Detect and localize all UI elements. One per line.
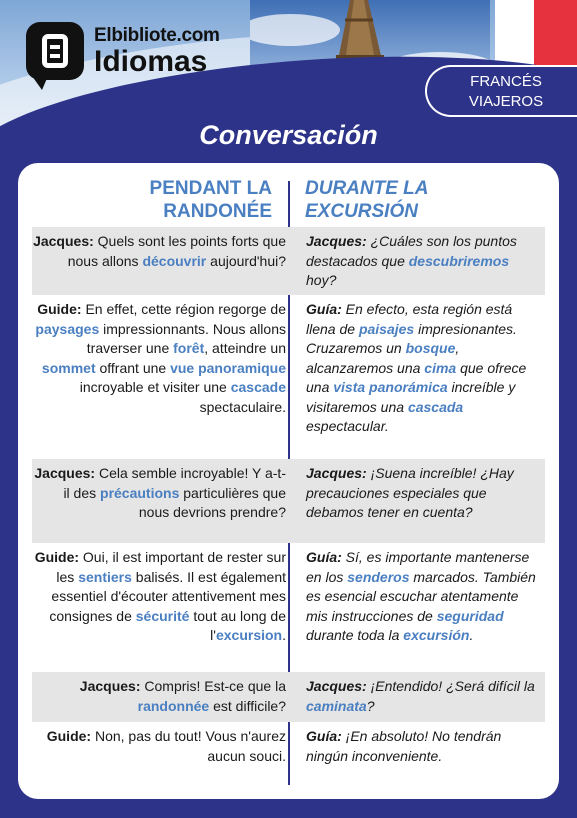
dialogue-text: incroyable et visiter une — [79, 379, 231, 395]
speaker-label: Guide: — [34, 549, 80, 565]
dialogue-text: ¿Cuáles son los puntos destacados que — [306, 233, 517, 269]
dialogue-text: marcados. También es esencial escuchar atentamente mis instrucciones de — [306, 568, 536, 624]
vocab-highlight: forêt — [173, 340, 205, 356]
tag-language: FRANCÉS — [470, 73, 542, 90]
dialogue-text: Oui, il est important de rester sur les — [56, 549, 286, 585]
vocab-highlight: excursion — [215, 627, 283, 643]
vocab-highlight: senderos — [347, 568, 410, 585]
vocab-highlight: bosque — [405, 340, 456, 356]
spanish-line — [306, 459, 542, 523]
dialogue-text: ¡Suena increíble! ¿Hay precauciones especiales que debamos tener en cuenta? — [306, 465, 514, 520]
page-title: Conversación — [199, 120, 378, 150]
dialogue-text: En effet, cette région regorge de — [81, 301, 286, 317]
dialogue-text: impresionantes. Cruzaremos un — [306, 320, 517, 356]
vocab-highlight: vista panorámica — [333, 379, 448, 395]
dialogue-text: . — [469, 627, 474, 643]
vocab-highlight: sécurité — [135, 607, 190, 624]
dialogue-text: Quels sont les points forts que nous allons — [67, 233, 286, 269]
dialogue-text: impressionnants. Nous allons traverser une — [86, 320, 286, 356]
dialogue-text: Compris! Est-ce que la — [140, 678, 286, 694]
spanish-line — [306, 227, 542, 291]
speaker-label: Jacques: — [79, 678, 141, 694]
vocab-highlight: sommet — [41, 359, 96, 376]
speaker-label: Jacques: — [306, 678, 367, 694]
vocab-highlight: cascada — [407, 398, 464, 415]
french-line — [32, 227, 286, 271]
vocab-highlight: paysages — [35, 320, 100, 337]
french-line — [32, 722, 286, 766]
dialogue-text: Cela semble incroyable! Y a-t-il des — [63, 465, 286, 501]
dialogue-text: ? — [366, 697, 375, 714]
dialogue-text: , alcanzaremos una — [306, 340, 460, 376]
speaker-label: Guía: — [306, 728, 342, 744]
dialogue-row — [32, 295, 545, 459]
dialogue-row — [32, 459, 545, 543]
header-spanish: DURANTE LA EXCURSIÓN — [305, 178, 429, 222]
speaker-label: Guide: — [46, 728, 92, 744]
dialogue-row — [32, 227, 545, 295]
speaker-label: Guía: — [306, 549, 342, 565]
speaker-label: Jacques: — [306, 233, 367, 249]
vocab-highlight: paisajes — [358, 320, 415, 337]
brand-logo — [26, 22, 220, 80]
dialogue-text: espectacular. — [306, 418, 389, 434]
dialogue-text: Non, pas du tout! Vous n'aurez aucun souci. — [91, 728, 286, 764]
dialogue-text: tout au long de l' — [189, 607, 286, 643]
dialogue-text: hoy? — [306, 272, 337, 288]
dialogue-text: ¡Entendido! ¿Será difícil la — [366, 678, 535, 694]
vocab-highlight: caminata — [306, 697, 367, 714]
french-line — [32, 672, 286, 716]
vocab-highlight: seguridad — [436, 607, 504, 624]
dialogue-text: , atteindre un — [204, 340, 286, 356]
brand-site: Elbibliote.com — [94, 25, 220, 46]
speaker-label: Jacques: — [306, 465, 367, 481]
dialogue-row — [32, 672, 545, 722]
dialogue-text: En efecto, esta región está llena de — [306, 301, 513, 337]
speaker-label: Guía: — [306, 301, 342, 317]
vocab-highlight: vue panoramique — [170, 359, 286, 376]
header-french: PENDANT LA RANDONÉE — [149, 178, 272, 222]
vocab-highlight: excursión — [403, 627, 470, 643]
speaker-label: Guide: — [37, 301, 82, 317]
vocab-highlight: descubriremos — [408, 252, 510, 269]
spanish-line — [306, 543, 542, 646]
speaker-label: Jacques: — [33, 233, 94, 249]
french-line — [32, 295, 286, 417]
tag-topic: VIAJEROS — [468, 93, 544, 110]
dialogue-text: spectaculaire. — [199, 398, 286, 415]
vocab-highlight: cima — [424, 359, 457, 376]
dialogue-text: est difficile? — [209, 697, 286, 714]
vocab-highlight: précautions — [100, 484, 180, 501]
dialogue-row — [32, 543, 545, 672]
dialogue-text: increíble y visitaremos una — [306, 379, 516, 415]
dialogue-text: Sí, es importante mantenerse en los — [306, 549, 530, 585]
dialogue-rows — [32, 227, 545, 792]
dialogue-row — [32, 722, 545, 792]
spanish-line — [306, 295, 542, 437]
spanish-line — [306, 672, 542, 716]
header-banner — [0, 0, 577, 130]
dialogue-text: offrant une — [95, 359, 171, 376]
french-line — [32, 459, 286, 523]
dialogue-text: . — [282, 627, 286, 643]
vocab-highlight: sentiers — [78, 568, 132, 585]
dialogue-text: que ofrece una — [306, 359, 527, 395]
vocab-highlight: randonnée — [137, 697, 210, 714]
spanish-line — [306, 722, 542, 766]
logo-e-icon — [26, 22, 84, 80]
dialogue-text: particulières que nous devrions prendre? — [138, 484, 286, 520]
dialogue-text: aujourd'hui? — [206, 252, 286, 269]
speaker-label: Jacques: — [34, 465, 96, 481]
dialogue-text: ¡En absoluto! No tendrán ningún inconveniente. — [306, 728, 502, 764]
category-tag — [425, 65, 577, 117]
brand-name: Idiomas — [94, 45, 208, 78]
vocab-highlight: découvrir — [142, 252, 207, 269]
french-line — [32, 543, 286, 646]
dialogue-text: balisés. Il est également essentiel d'écouter attentivement mes consignes de — [49, 568, 286, 624]
conversation-card — [18, 163, 559, 799]
vocab-highlight: cascade — [230, 379, 286, 395]
dialogue-text: durante toda la — [306, 627, 404, 643]
